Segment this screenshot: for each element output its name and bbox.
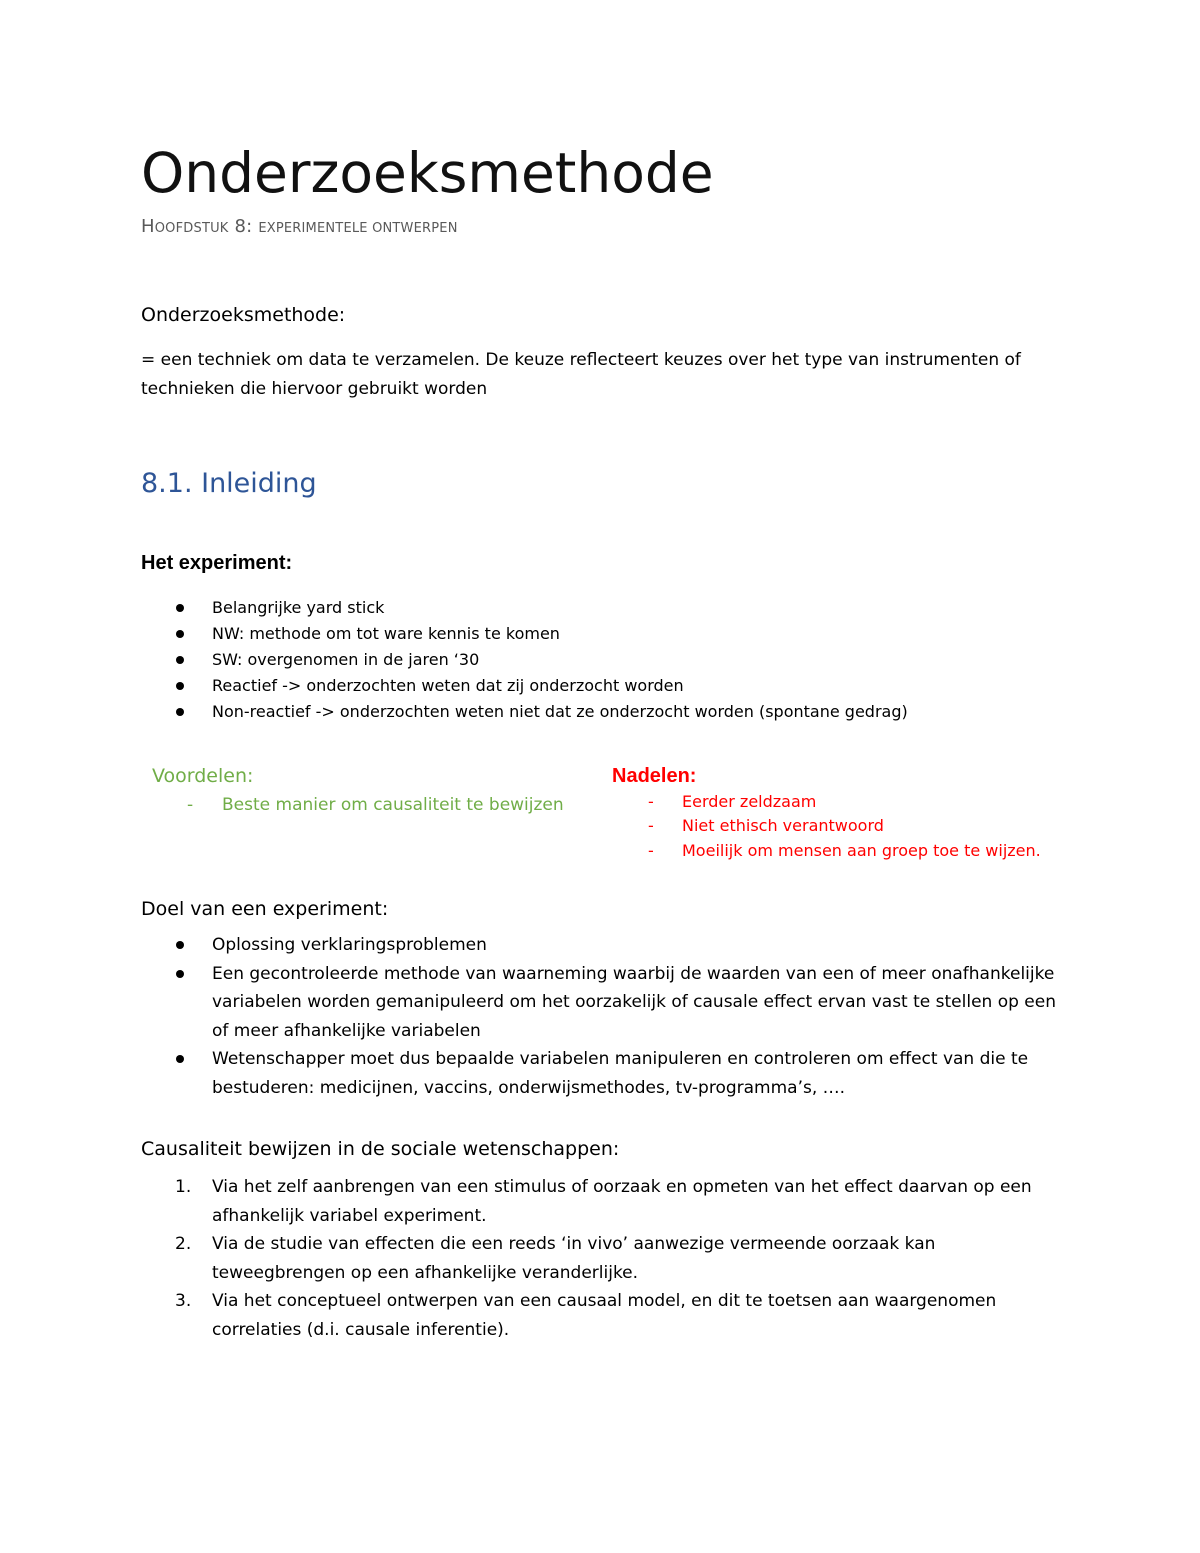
list-number: 3. xyxy=(175,1291,192,1311)
list-item: NW: methode om tot ware kennis te komen xyxy=(212,621,908,647)
bullet-icon xyxy=(176,656,184,664)
causality-list xyxy=(175,1173,1072,1344)
definition-heading: Onderzoeksmethode: xyxy=(141,304,346,326)
goal-heading: Doel van een experiment: xyxy=(141,898,389,920)
list-item: 2. Via de studie van effecten die een reeds ‘in vivo’ aanwezige vermeende oorzaak kan teweegbrengen op een afhankelijke veranderlijke. xyxy=(212,1230,1072,1287)
goal-list xyxy=(212,931,1072,1102)
causality-heading: Causaliteit bewijzen in de sociale wetenschappen: xyxy=(141,1138,620,1160)
bullet-icon xyxy=(176,1055,184,1063)
document-title: Onderzoeksmethode xyxy=(141,141,714,205)
bullet-icon xyxy=(176,682,184,690)
dash-icon: - xyxy=(648,792,654,811)
dash-icon: - xyxy=(648,841,654,860)
list-item: 3. Via het conceptueel ontwerpen van een causaal model, en dit te toetsen aan waargenomen correlaties (d.i. causale inferentie). xyxy=(212,1287,1072,1344)
list-item: Een gecontroleerde methode van waarneming waarbij de waarden van een of meer onafhankelijke variabelen worden gemanipuleerd om het oorzakelijk of causale effect ervan vast te stellen op een of meer afhankelijke variabelen xyxy=(212,960,1072,1046)
section-heading: 8.1. Inleiding xyxy=(141,468,317,499)
dash-icon: - xyxy=(187,795,194,815)
pros-item: Beste manier om causaliteit te bewijzen xyxy=(222,795,564,815)
bullet-icon xyxy=(176,604,184,612)
cons-item: Moeilijk om mensen aan groep toe te wijzen. xyxy=(682,841,1041,860)
experiment-list xyxy=(212,595,908,725)
list-item: SW: overgenomen in de jaren ‘30 xyxy=(212,647,908,673)
list-number: 2. xyxy=(175,1234,192,1254)
bullet-icon xyxy=(176,941,184,949)
list-item: Non-reactief -> onderzochten weten niet dat ze onderzocht worden (spontane gedrag) xyxy=(212,699,908,725)
cons-heading: Nadelen: xyxy=(612,765,697,787)
experiment-heading: Het experiment: xyxy=(141,552,293,574)
bullet-icon xyxy=(176,708,184,716)
pros-heading: Voordelen: xyxy=(152,765,254,787)
definition-line-1: = een techniek om data te verzamelen. De keuze reflecteert keuzes over het type van instrumenten of xyxy=(141,350,1021,370)
list-item: Belangrijke yard stick xyxy=(212,595,908,621)
document-subtitle: HOOFDSTUK 8: EXPERIMENTELE ONTWERPEN xyxy=(141,216,458,237)
cons-item: Niet ethisch verantwoord xyxy=(682,816,884,835)
list-item: Oplossing verklaringsproblemen xyxy=(212,931,1072,960)
definition-line-2: technieken die hiervoor gebruikt worden xyxy=(141,379,488,399)
list-item: 1. Via het zelf aanbrengen van een stimulus of oorzaak en opmeten van het effect daarvan op een afhankelijk variabel experiment. xyxy=(212,1173,1072,1230)
bullet-icon xyxy=(176,630,184,638)
list-number: 1. xyxy=(175,1177,192,1197)
dash-icon: - xyxy=(648,816,654,835)
list-item: Reactief -> onderzochten weten dat zij onderzocht worden xyxy=(212,673,908,699)
cons-item: Eerder zeldzaam xyxy=(682,792,817,811)
bullet-icon xyxy=(176,970,184,978)
list-item: Wetenschapper moet dus bepaalde variabelen manipuleren en controleren om effect van die te bestuderen: medicijnen, vaccins, onderwijsmethodes, tv-programma’s, …. xyxy=(212,1045,1072,1102)
